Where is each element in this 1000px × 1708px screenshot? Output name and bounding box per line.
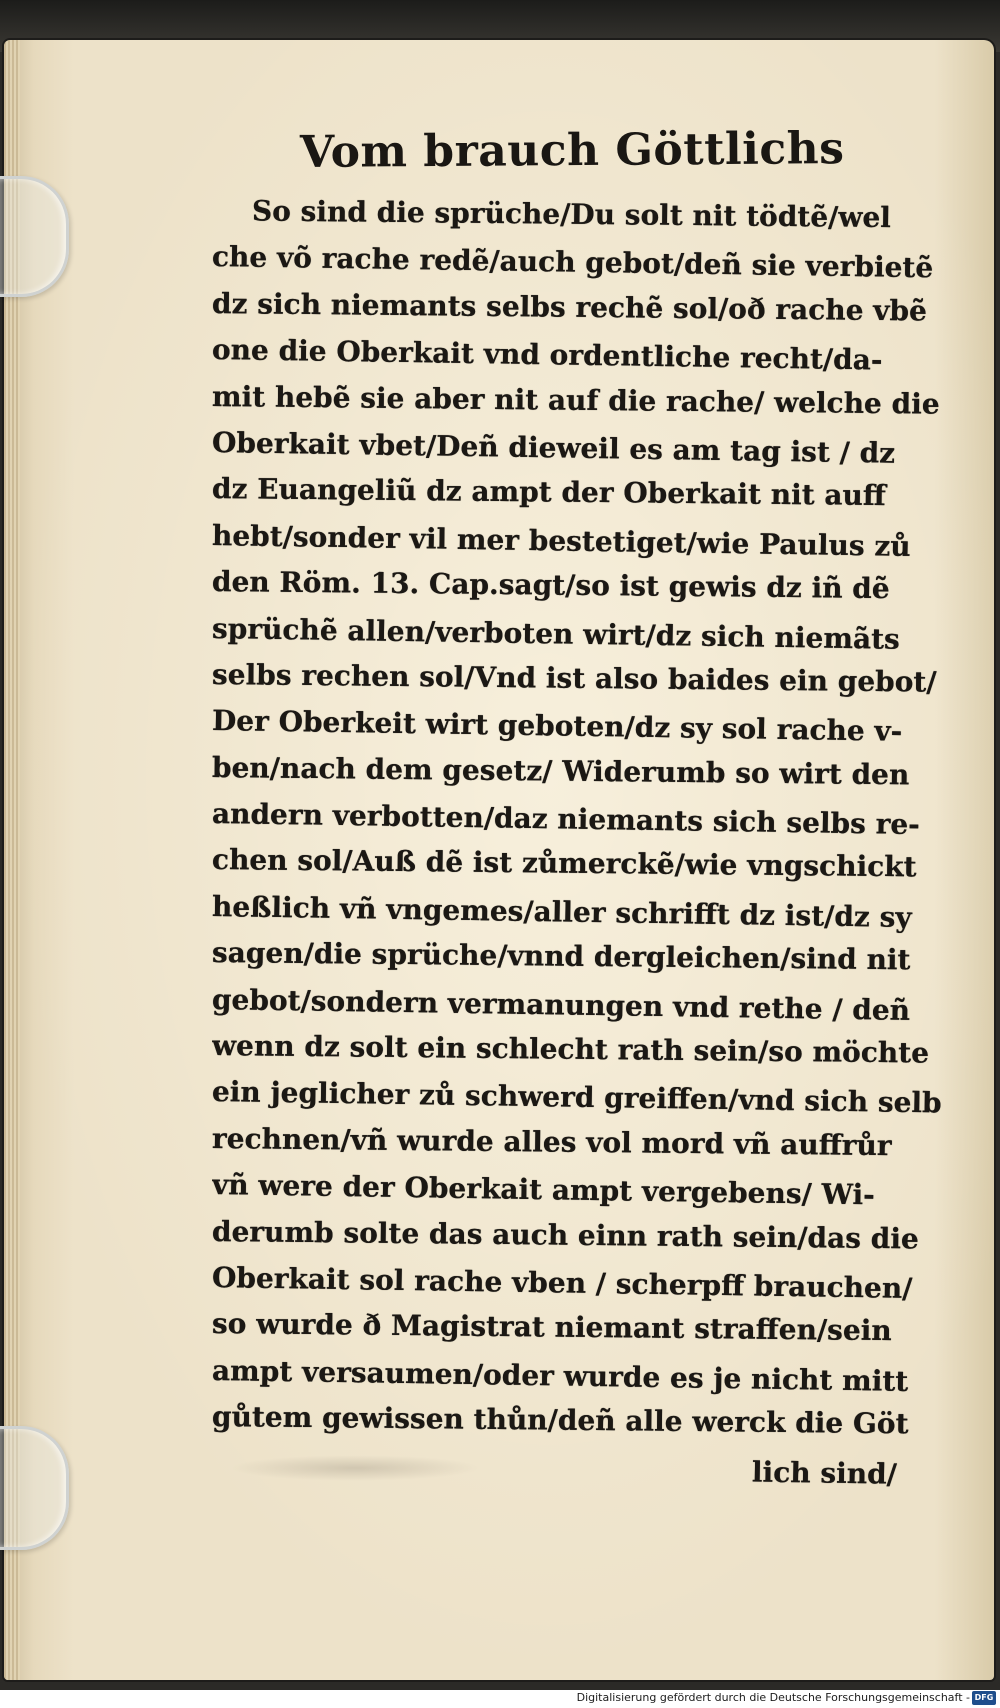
text-line: andern verbotten/daz niemants sich selbs re- <box>211 797 921 842</box>
text-line: sagen/die sprüche/vnnd dergleichen/sind nit <box>211 936 911 977</box>
text-line: ein jeglicher zů schwerd greiffen/vnd sich selb <box>211 1075 942 1120</box>
funding-credit: Digitalisierung gefördert durch die Deutsche Forschungsgemeinschaft - <box>576 1691 970 1704</box>
text-line: den Röm. 13. Cap.sagt/so ist gewis dz iñ dẽ <box>211 565 890 606</box>
text-line: che võ rache redẽ/auch gebot/deñ sie verbietẽ <box>211 240 934 285</box>
text-line: ampt versaumen/oder wurde es je nicht mitt <box>211 1353 909 1398</box>
text-line: wenn dz solt ein schlecht rath sein/so möchte <box>211 1029 930 1070</box>
text-line: one die Oberkait vnd ordentliche recht/da- <box>211 333 883 377</box>
text-line: sprüchẽ allen/verboten wirt/dz sich niemãts <box>211 611 901 656</box>
dfg-logo: DFG <box>972 1691 996 1705</box>
text-line: So sind die sprüche/Du solt nit tödtẽ/wel <box>251 194 892 235</box>
text-line: vñ were der Oberkait ampt vergebens/ Wi- <box>211 1168 876 1212</box>
page-clip-bottom <box>0 1426 69 1550</box>
body-text <box>211 188 957 1491</box>
text-line: lich sind/ <box>751 1455 898 1491</box>
text-line: ben/nach dem gesetz/ Widerumb so wirt den <box>211 750 910 791</box>
ink-smudge <box>230 1455 480 1481</box>
text-line: selbs rechen sol/Vnd ist also baides ein gebot/ <box>211 657 937 699</box>
page-heading: Vom brauch Göttlichs <box>299 123 845 178</box>
text-line: gebot/sondern vermanungen vnd rethe / deñ <box>211 982 911 1027</box>
text-line: gůtem gewissen thůn/deñ alle werck die Göt <box>211 1400 909 1441</box>
text-line: chen sol/Auß dẽ ist zůmerckẽ/wie vngschickt <box>211 843 917 884</box>
footer-bar <box>0 1690 1000 1708</box>
text-line: Oberkait sol rache vben / scherpff brauchen/ <box>211 1260 913 1305</box>
text-line: heßlich vñ vngemes/aller schrifft dz ist/dz sy <box>211 889 912 934</box>
text-line: dz sich niemants selbs rechẽ sol/oð rache vbẽ <box>211 286 928 328</box>
text-line: mit hebẽ sie aber nit auf die rache/ welche die <box>211 379 940 421</box>
text-line: Oberkait vbet/Deñ dieweil es am tag ist / dz <box>211 425 896 470</box>
text-line: so wurde ð Magistrat niemant straffen/sein <box>211 1307 892 1348</box>
text-line: dz Euangeliũ dz ampt der Oberkait nit auff <box>211 472 887 513</box>
text-line: hebt/sonder vil mer bestetiget/wie Paulus zů <box>211 518 911 563</box>
text-line: Der Oberkeit wirt geboten/dz sy sol rache v- <box>211 704 903 749</box>
text-line: derumb solte das auch einn rath sein/das die <box>211 1214 919 1255</box>
text-line: rechnen/vñ wurde alles vol mord vñ auffrůr <box>211 1121 892 1162</box>
